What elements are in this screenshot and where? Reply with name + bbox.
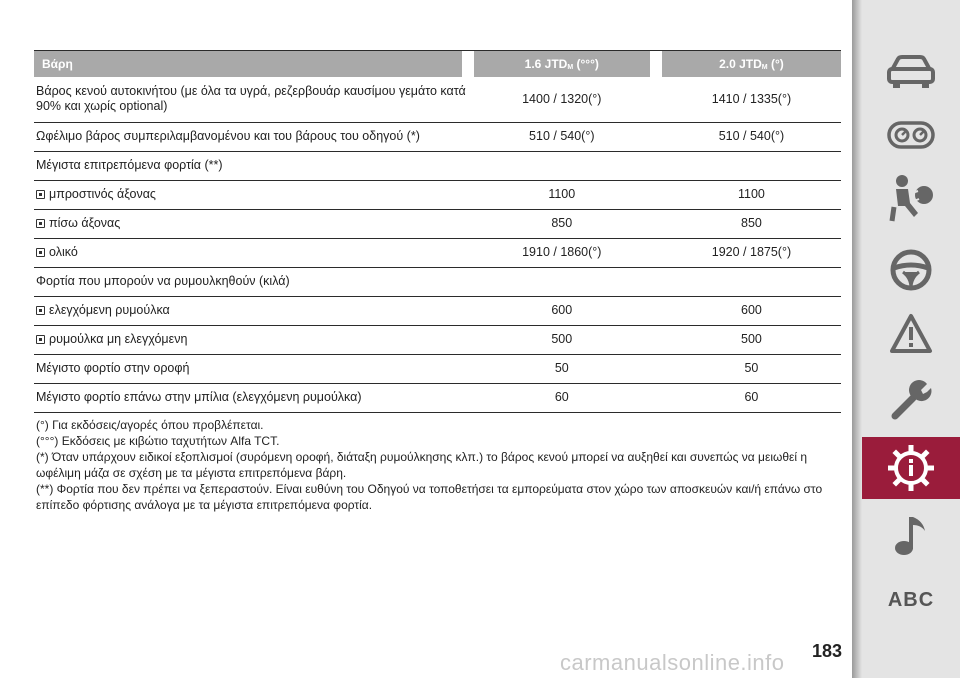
page-number: 183 (812, 641, 843, 661)
table-row (34, 209, 841, 238)
row-value-2: 850 (662, 209, 841, 238)
row-label: Μέγιστο φορτίο στην οροφή (34, 354, 474, 383)
table-row (34, 180, 841, 209)
footnote: (*) Όταν υπάρχουν ειδικοί εξοπλισμοί (συρόμενη οροφή, διάταξη ρυμούλκησης κλπ.) το βάρος κενού μπορεί να αυξηθεί και συνεπώς να μειωθεί η ωφέλιμη μάζα σε σχέση με τα μέγιστα επιτρεπόμενα βάρη. (36, 449, 808, 480)
header-col-2-0: 2.0 $JTD_M$ (°) (662, 51, 841, 78)
row-value-1: 50 (474, 354, 650, 383)
nav-maintenance[interactable] (862, 370, 960, 430)
row-label: ρυμούλκα μη ελεγχόμενη (49, 332, 188, 346)
row-value-2: 510 / 540(°) (662, 122, 841, 151)
row-value-1: 850 (474, 209, 650, 238)
table-row (34, 151, 841, 180)
nav-driving[interactable] (862, 240, 960, 300)
abc-index-label: ABC (887, 588, 935, 611)
row-label: ελεγχόμενη ρυμούλκα (49, 303, 170, 317)
chapter-sidebar (852, 0, 960, 678)
nav-safety[interactable] (862, 168, 960, 228)
row-label: Μέγιστο φορτίο επάνω στην μπίλια (ελεγχόμενη ρυμούλκα) (34, 383, 474, 412)
dashboard-icon (887, 120, 935, 150)
row-value-1 (474, 151, 650, 180)
row-label: ολικό (49, 245, 78, 259)
row-value-2: 1410 / 1335(°) (662, 77, 841, 122)
row-value-1: 1100 (474, 180, 650, 209)
row-value-1: 600 (474, 296, 650, 325)
table-row (34, 77, 841, 122)
row-value-2: 600 (662, 296, 841, 325)
header-col-1-6: 1.6 $JTD_M$ (°°°) (474, 51, 650, 78)
table-row (34, 122, 841, 151)
table-row (34, 238, 841, 267)
table-row (34, 354, 841, 383)
nav-warning[interactable] (862, 304, 960, 364)
main-content (34, 0, 841, 513)
row-label: μπροστινός άξονας (49, 187, 156, 201)
row-value-2: 1920 / 1875(°) (662, 238, 841, 267)
row-value-1: 1910 / 1860(°) (474, 238, 650, 267)
nav-car[interactable] (862, 42, 960, 102)
square-bullet-icon (36, 219, 45, 228)
table-header-row (34, 51, 841, 78)
row-value-2 (662, 151, 841, 180)
info-gear-icon (888, 445, 934, 491)
row-value-1: 60 (474, 383, 650, 412)
row-label: Ωφέλιμο βάρος συμπεριλαμβανομένου και του βάρους του οδηγού (*) (34, 122, 474, 151)
nav-multimedia[interactable] (862, 505, 960, 565)
steering-wheel-icon (889, 248, 933, 292)
footnote: (°) Για εκδόσεις/αγορές όπου προβλέπεται. (36, 417, 264, 432)
nav-index[interactable] (862, 570, 960, 630)
row-value-1: 510 / 540(°) (474, 122, 650, 151)
table-row (34, 267, 841, 296)
row-label: πίσω άξονας (49, 216, 121, 230)
weights-table (34, 0, 841, 413)
square-bullet-icon (36, 248, 45, 257)
nav-technical-data[interactable] (862, 437, 960, 499)
square-bullet-icon (36, 190, 45, 199)
row-value-2: 500 (662, 325, 841, 354)
row-value-1 (474, 267, 650, 296)
row-label: Μέγιστα επιτρεπόμενα φορτία (**) (34, 151, 474, 180)
row-label: Βάρος κενού αυτοκινήτου (με όλα τα υγρά, ρεζερβουάρ καυσίμου γεμάτο κατά 90% και χωρίς optional) (34, 77, 474, 122)
table-row (34, 296, 841, 325)
row-value-2: 60 (662, 383, 841, 412)
footnote: (**) Φορτία που δεν πρέπει να ξεπεραστούν. Είναι ευθύνη του Οδηγού να τοποθετήσει τα εμπορεύματα στον χώρο των αποσκευών και/ή επάνω στο επίπεδο φόρτισης ανάλογα με τα μέγιστα επιτρεπόμενα φορτία. (36, 481, 823, 512)
watermark: carmanualsonline.info (560, 650, 785, 675)
header-label: Βάρη (34, 51, 462, 78)
table-row (34, 325, 841, 354)
row-value-2: 50 (662, 354, 841, 383)
row-value-2: 1100 (662, 180, 841, 209)
footnote: (°°°) Εκδόσεις με κιβώτιο ταχυτήτων Alfa TCT. (36, 433, 280, 448)
music-note-icon (893, 513, 929, 557)
warning-icon (889, 313, 933, 355)
row-value-2 (662, 267, 841, 296)
footnotes (34, 417, 841, 513)
nav-dashboard[interactable] (862, 105, 960, 165)
row-value-1: 500 (474, 325, 650, 354)
wrench-icon (889, 378, 933, 422)
row-label: Φορτία που μπορούν να ρυμουλκηθούν (κιλά) (34, 267, 474, 296)
square-bullet-icon (36, 335, 45, 344)
car-icon (886, 54, 936, 90)
square-bullet-icon (36, 306, 45, 315)
row-value-1: 1400 / 1320(°) (474, 77, 650, 122)
table-row (34, 383, 841, 412)
airbag-icon (888, 173, 934, 223)
